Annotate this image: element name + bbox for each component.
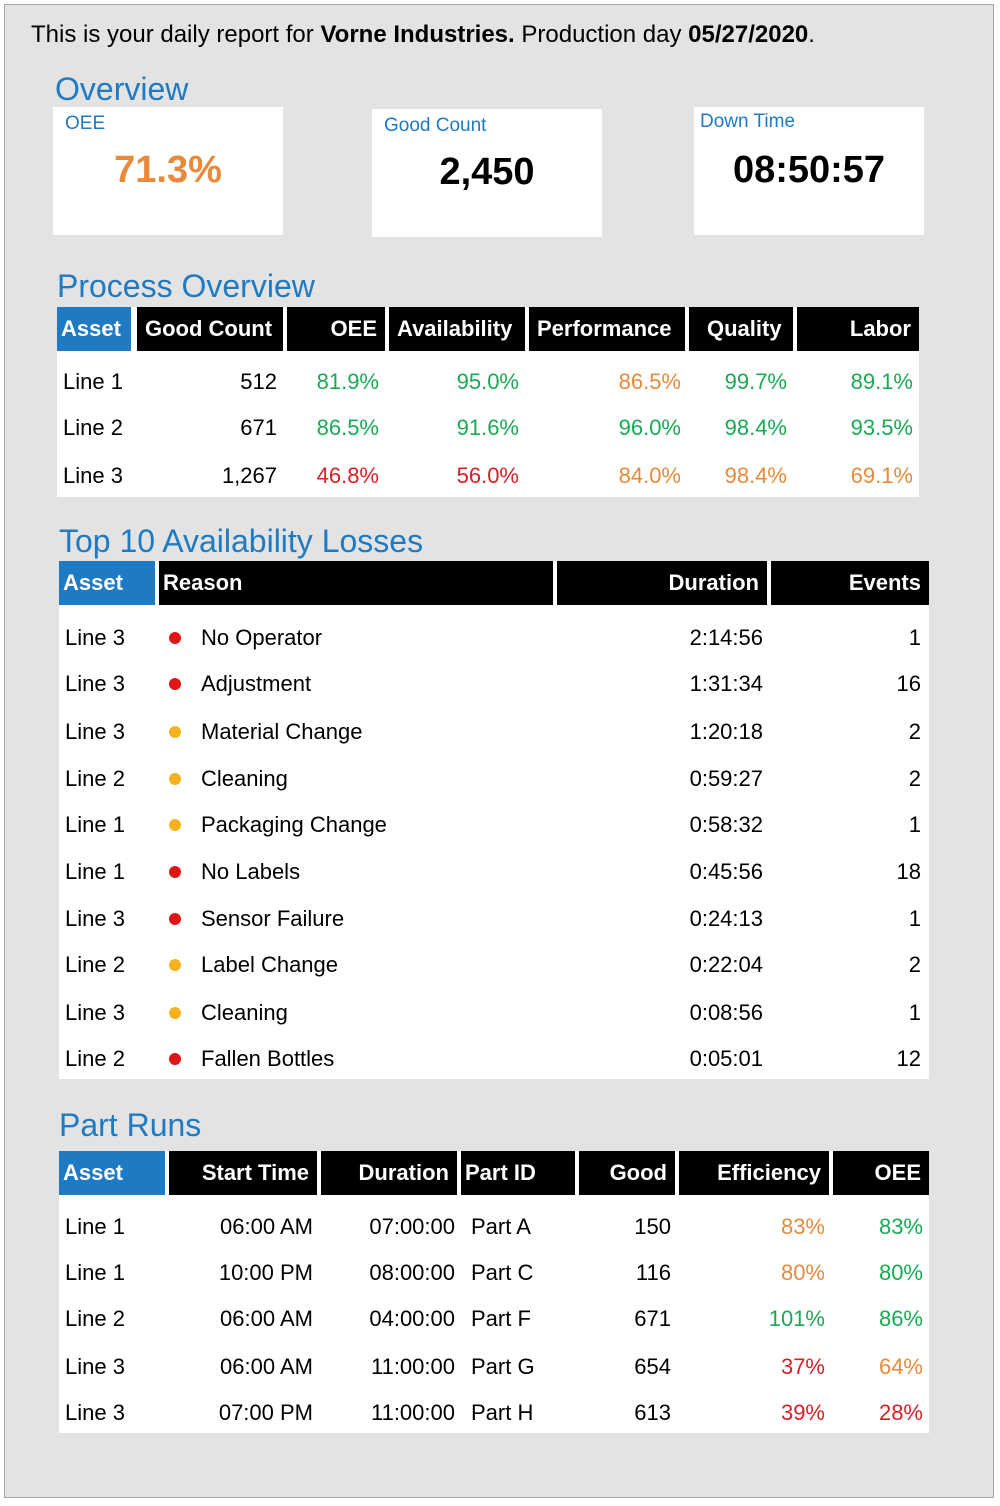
loss-reason: Fallen Bottles — [201, 1046, 335, 1071]
part-id: Part A — [471, 1214, 531, 1239]
part-efficiency: 80% — [780, 1260, 825, 1285]
oee-card — [53, 107, 283, 235]
parts-header-oee: OEE — [833, 1151, 929, 1195]
status-dot-icon — [169, 819, 181, 831]
process-overview-title: Process Overview — [57, 268, 315, 304]
good-count-card-value: 2,450 — [439, 151, 535, 193]
loss-reason: No Operator — [201, 625, 323, 650]
good-count-card-label: Good Count — [384, 115, 487, 136]
loss-duration: 0:22:04 — [689, 952, 763, 977]
loss-asset: Line 3 — [65, 906, 125, 931]
part-efficiency: 101% — [768, 1306, 825, 1331]
loss-events: 12 — [896, 1046, 921, 1071]
production-date: 05/27/2020 — [688, 21, 809, 48]
loss-duration: 1:31:34 — [689, 671, 763, 696]
process-header-oee: OEE — [287, 307, 385, 351]
part-start-time: 10:00 PM — [218, 1260, 313, 1285]
part-runs-title: Part Runs — [59, 1107, 202, 1143]
loss-events: 1 — [908, 625, 921, 650]
status-dot-icon — [169, 913, 181, 925]
down-time-card-value: 08:50:57 — [732, 149, 886, 191]
process-cell-availability: 91.6% — [456, 415, 519, 440]
process-cell-good-count: 671 — [240, 415, 277, 440]
availability-losses-title: Top 10 Availability Losses — [59, 523, 424, 559]
loss-reason: Label Change — [201, 952, 339, 977]
intro-prefix: This is your daily report for — [31, 21, 321, 48]
loss-duration: 1:20:18 — [689, 719, 763, 744]
status-dot-icon — [169, 726, 181, 738]
loss-asset: Line 3 — [65, 719, 125, 744]
loss-asset: Line 2 — [65, 1046, 125, 1071]
process-header-performance: Performance — [529, 307, 685, 351]
loss-duration: 0:24:13 — [689, 906, 763, 931]
parts-header-part-id: Part ID — [461, 1151, 575, 1195]
intro-suffix: . — [808, 21, 815, 48]
part-asset: Line 3 — [65, 1400, 125, 1425]
process-cell-labor: 89.1% — [850, 369, 913, 394]
loss-asset: Line 3 — [65, 671, 125, 696]
loss-reason: Sensor Failure — [201, 906, 345, 931]
loss-events: 1 — [908, 812, 921, 837]
process-cell-performance: 96.0% — [618, 415, 681, 440]
part-good: 116 — [635, 1260, 671, 1285]
part-duration: 11:00:00 — [370, 1400, 455, 1425]
part-id: Part G — [471, 1354, 535, 1379]
loss-duration: 0:05:01 — [689, 1046, 763, 1071]
part-start-time: 06:00 AM — [220, 1306, 313, 1331]
process-overview-table — [57, 307, 919, 497]
part-start-time: 07:00 PM — [218, 1400, 313, 1425]
down-time-card — [694, 107, 924, 235]
parts-header-start-time: Start Time — [169, 1151, 317, 1195]
overview-title: Overview — [55, 71, 189, 107]
process-cell-good-count: 512 — [240, 369, 277, 394]
part-start-time: 06:00 AM — [220, 1354, 313, 1379]
loss-reason: Cleaning — [201, 766, 288, 791]
loss-events: 2 — [908, 719, 921, 744]
loss-asset: Line 3 — [65, 625, 125, 650]
loss-asset: Line 3 — [65, 1000, 125, 1025]
loss-duration: 0:59:27 — [689, 766, 763, 791]
oee-card-label: OEE — [65, 113, 106, 134]
part-id: Part C — [471, 1260, 534, 1285]
loss-duration: 0:45:56 — [689, 859, 763, 884]
loss-reason: Cleaning — [201, 1000, 288, 1025]
part-good: 671 — [634, 1306, 671, 1331]
loss-duration: 2:14:56 — [689, 625, 763, 650]
part-oee: 83% — [878, 1214, 923, 1239]
process-cell-asset: Line 1 — [63, 369, 123, 394]
process-cell-quality: 98.4% — [724, 463, 787, 488]
part-duration: 08:00:00 — [369, 1260, 455, 1285]
process-cell-asset: Line 2 — [63, 415, 123, 440]
process-cell-quality: 99.7% — [724, 369, 787, 394]
part-efficiency: 39% — [780, 1400, 825, 1425]
status-dot-icon — [169, 773, 181, 785]
down-time-card-label: Down Time — [700, 111, 796, 132]
loss-asset: Line 1 — [65, 812, 125, 837]
loss-asset: Line 2 — [65, 952, 125, 977]
loss-duration: 0:58:32 — [689, 812, 763, 837]
process-cell-availability: 95.0% — [456, 369, 519, 394]
part-asset: Line 3 — [65, 1354, 125, 1379]
loss-events: 18 — [896, 859, 921, 884]
loss-asset: Line 1 — [65, 859, 125, 884]
part-good: 150 — [634, 1214, 671, 1239]
status-dot-icon — [169, 1053, 181, 1065]
part-asset: Line 2 — [65, 1306, 125, 1331]
part-good: 613 — [634, 1400, 671, 1425]
status-dot-icon — [169, 1007, 181, 1019]
losses-header-events: Events — [771, 561, 929, 605]
loss-reason: Material Change — [201, 719, 363, 744]
report-intro — [31, 21, 815, 49]
part-oee: 86% — [878, 1306, 923, 1331]
process-header-availability: Availability — [389, 307, 525, 351]
parts-header-good: Good — [579, 1151, 675, 1195]
process-cell-quality: 98.4% — [724, 415, 787, 440]
process-header-asset: Asset — [57, 307, 131, 351]
parts-header-efficiency: Efficiency — [679, 1151, 829, 1195]
parts-header-duration: Duration — [321, 1151, 457, 1195]
loss-events: 16 — [896, 671, 921, 696]
process-cell-asset: Line 3 — [63, 463, 123, 488]
status-dot-icon — [169, 959, 181, 971]
process-cell-labor: 69.1% — [850, 463, 913, 488]
losses-header-reason: Reason — [159, 561, 553, 605]
process-header-quality: Quality — [689, 307, 793, 351]
good-count-card — [372, 109, 602, 237]
loss-duration: 0:08:56 — [689, 1000, 763, 1025]
process-cell-performance: 84.0% — [618, 463, 681, 488]
part-duration: 07:00:00 — [369, 1214, 455, 1239]
part-runs-table — [59, 1151, 929, 1433]
part-id: Part H — [471, 1400, 534, 1425]
part-id: Part F — [471, 1306, 531, 1331]
loss-events: 1 — [908, 906, 921, 931]
report-frame — [4, 4, 994, 1498]
process-cell-performance: 86.5% — [618, 369, 681, 394]
part-asset: Line 1 — [65, 1214, 125, 1239]
part-oee: 80% — [878, 1260, 923, 1285]
losses-header-duration: Duration — [557, 561, 767, 605]
losses-header-asset: Asset — [59, 561, 155, 605]
part-efficiency: 83% — [780, 1214, 825, 1239]
loss-events: 2 — [908, 952, 921, 977]
process-header-labor: Labor — [797, 307, 919, 351]
oee-card-value: 71.3% — [114, 149, 222, 191]
intro-middle: Production day — [514, 21, 689, 48]
company-name: Vorne Industries. — [320, 21, 515, 48]
part-duration: 04:00:00 — [369, 1306, 455, 1331]
process-cell-labor: 93.5% — [850, 415, 913, 440]
part-oee: 28% — [878, 1400, 923, 1425]
loss-reason: Packaging Change — [201, 812, 387, 837]
availability-losses-table — [59, 561, 929, 1079]
process-cell-oee: 81.9% — [316, 369, 379, 394]
part-good: 654 — [634, 1354, 671, 1379]
status-dot-icon — [169, 866, 181, 878]
loss-events: 1 — [908, 1000, 921, 1025]
status-dot-icon — [169, 678, 181, 690]
process-cell-oee: 46.8% — [316, 463, 379, 488]
loss-reason: Adjustment — [201, 671, 312, 696]
part-duration: 11:00:00 — [370, 1354, 455, 1379]
part-efficiency: 37% — [780, 1354, 825, 1379]
parts-header-asset: Asset — [59, 1151, 165, 1195]
process-cell-good-count: 1,267 — [221, 463, 277, 488]
loss-reason: No Labels — [201, 859, 301, 884]
process-header-good-count: Good Count — [137, 307, 283, 351]
part-asset: Line 1 — [65, 1260, 125, 1285]
part-oee: 64% — [878, 1354, 923, 1379]
loss-events: 2 — [908, 766, 921, 791]
loss-asset: Line 2 — [65, 766, 125, 791]
process-cell-oee: 86.5% — [316, 415, 379, 440]
process-cell-availability: 56.0% — [456, 463, 519, 488]
part-start-time: 06:00 AM — [220, 1214, 313, 1239]
status-dot-icon — [169, 632, 181, 644]
